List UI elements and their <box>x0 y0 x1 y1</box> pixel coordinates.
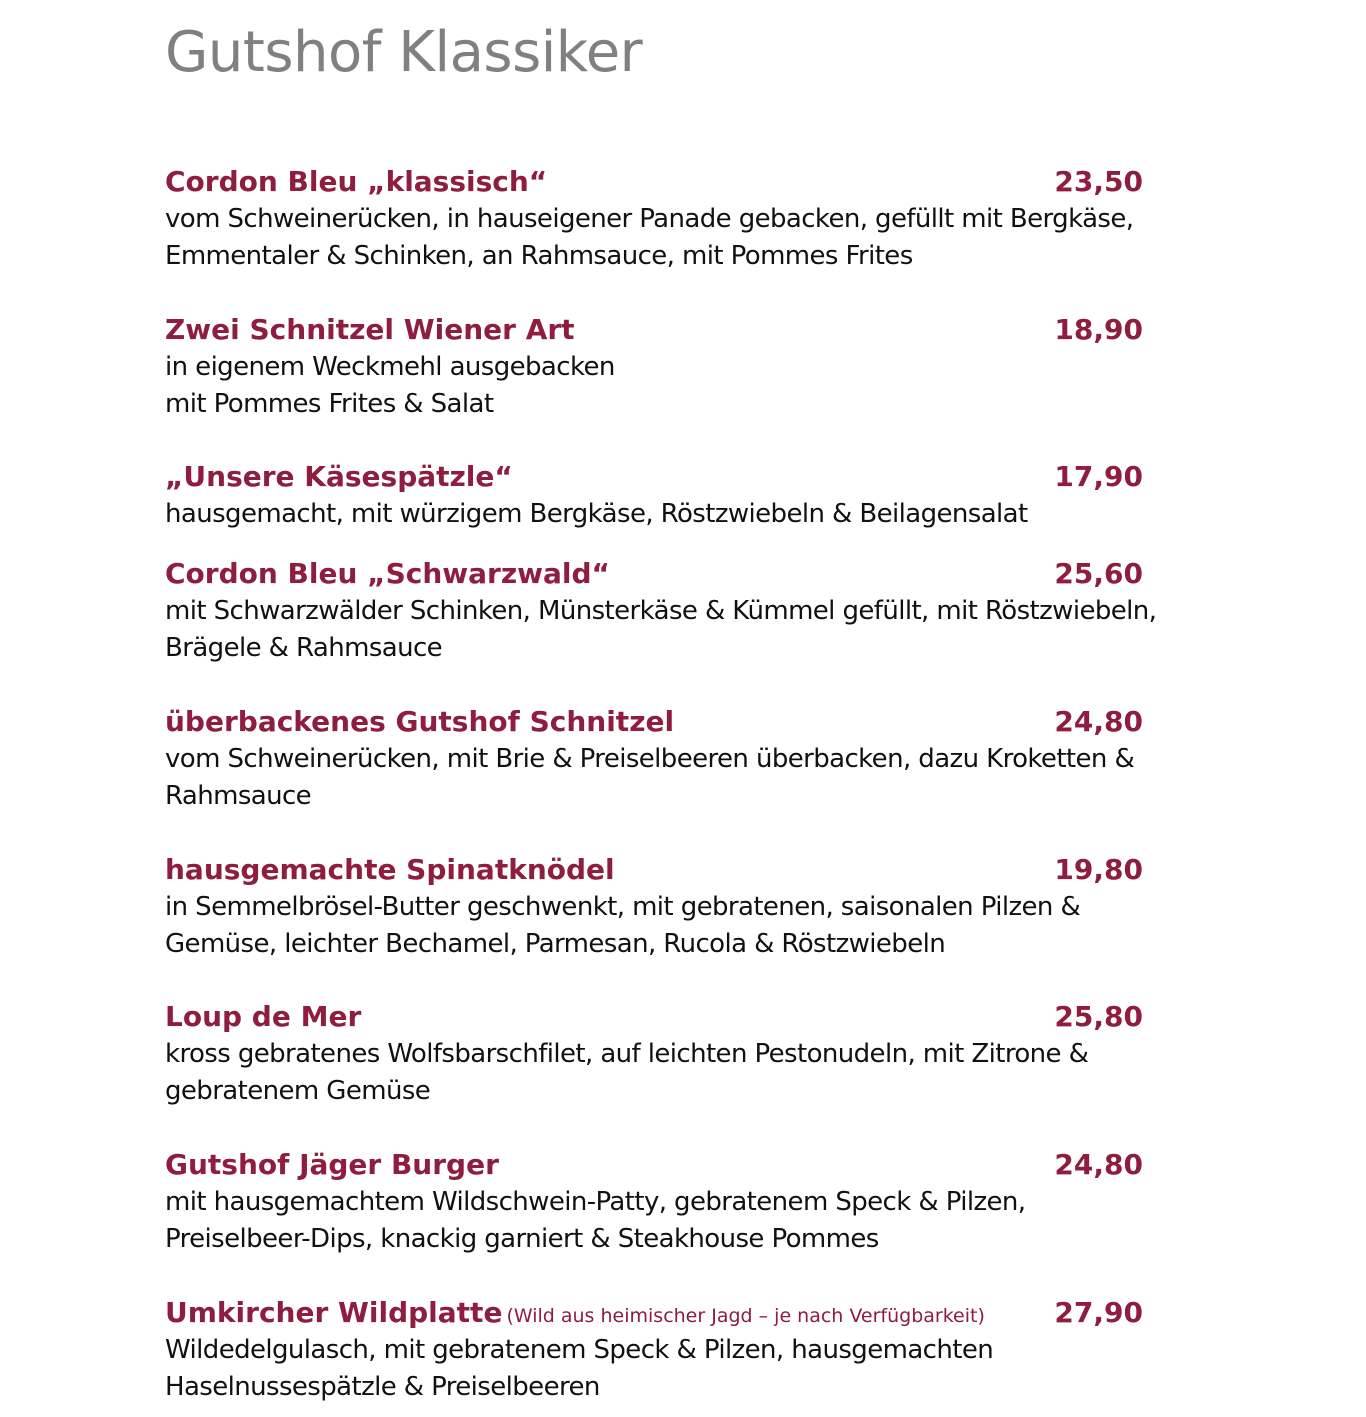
menu-item-header <box>165 997 1145 1037</box>
menu-item-header <box>165 702 1145 742</box>
menu-item-price: 19,80 <box>1054 853 1143 886</box>
menu-item-header <box>165 554 1145 594</box>
menu-item-price: 24,80 <box>1054 705 1143 738</box>
page-title: Gutshof Klassiker <box>165 20 643 85</box>
menu-item <box>165 554 1245 667</box>
description-line: mit Schwarzwälder Schinken, Münsterkäse & Kümmel gefüllt, mit Röstzwiebeln, <box>165 596 1157 626</box>
description-line: Gemüse, leichter Bechamel, Parmesan, Rucola & Röstzwiebeln <box>165 929 946 959</box>
menu-item-description <box>165 496 1245 533</box>
description-line: mit Pommes Frites & Salat <box>165 389 494 419</box>
menu-item-price: 24,80 <box>1054 1148 1143 1181</box>
description-line: Haselnussespätzle & Preiselbeeren <box>165 1372 600 1402</box>
menu-item-name: überbackenes Gutshof Schnitzel <box>165 705 675 738</box>
description-line: mit hausgemachtem Wildschwein-Patty, gebratenem Speck & Pilzen, <box>165 1187 1026 1217</box>
menu-item-price: 17,90 <box>1054 460 1143 493</box>
menu-item-header <box>165 457 1145 497</box>
description-line: gebratenem Gemüse <box>165 1076 431 1106</box>
menu-item <box>165 162 1245 275</box>
menu-item-name: Cordon Bleu „klassisch“ <box>165 165 548 198</box>
description-line: Emmentaler & Schinken, an Rahmsauce, mit Pommes Frites <box>165 241 913 271</box>
menu-item-description <box>165 349 1245 423</box>
description-line: hausgemacht, mit würzigem Bergkäse, Röstzwiebeln & Beilagensalat <box>165 499 1028 529</box>
menu-item <box>165 1293 1245 1406</box>
menu-item-header <box>165 310 1145 350</box>
menu-item <box>165 997 1245 1110</box>
menu-item-name: Gutshof Jäger Burger <box>165 1148 499 1181</box>
menu-item-name <box>165 1293 985 1336</box>
description-line: vom Schweinerücken, in hauseigener Panade gebacken, gefüllt mit Bergkäse, <box>165 204 1134 234</box>
menu-item-description <box>165 741 1245 815</box>
description-line: Brägele & Rahmsauce <box>165 633 443 663</box>
menu-item <box>165 457 1245 533</box>
menu-item-description <box>165 1036 1245 1110</box>
menu-item-name-text: Umkircher Wildplatte <box>165 1296 503 1329</box>
menu-item-header <box>165 1145 1145 1185</box>
menu-item <box>165 310 1245 423</box>
description-line: Rahmsauce <box>165 781 312 811</box>
menu-item-note: (Wild aus heimischer Jagd – je nach Verfügbarkeit) <box>506 1305 985 1327</box>
description-line: vom Schweinerücken, mit Brie & Preiselbeeren überbacken, dazu Kroketten & <box>165 744 1135 774</box>
menu-item-price: 25,60 <box>1054 557 1143 590</box>
description-line: in Semmelbrösel-Butter geschwenkt, mit gebratenen, saisonalen Pilzen & <box>165 892 1081 922</box>
menu-item-header <box>165 850 1145 890</box>
menu-item <box>165 702 1245 815</box>
menu-item-description <box>165 889 1245 963</box>
menu-item-description <box>165 593 1245 667</box>
menu-item-price: 23,50 <box>1054 165 1143 198</box>
description-line: in eigenem Weckmehl ausgebacken <box>165 352 615 382</box>
menu-item-header <box>165 162 1145 202</box>
menu-item-price: 18,90 <box>1054 313 1143 346</box>
menu-item <box>165 850 1245 963</box>
menu-item-name: Cordon Bleu „Schwarzwald“ <box>165 557 610 590</box>
description-line: Preiselbeer-Dips, knackig garniert & Steakhouse Pommes <box>165 1224 879 1254</box>
menu-item-description <box>165 1184 1245 1258</box>
menu-item-name: Loup de Mer <box>165 1000 362 1033</box>
menu-item-description <box>165 201 1245 275</box>
menu-item-price: 27,90 <box>1054 1296 1143 1329</box>
menu-item-description <box>165 1332 1245 1406</box>
menu-item <box>165 1145 1245 1258</box>
description-line: Wildedelgulasch, mit gebratenem Speck & Pilzen, hausgemachten <box>165 1335 994 1365</box>
menu-item-header <box>165 1293 1145 1333</box>
menu-item-price: 25,80 <box>1054 1000 1143 1033</box>
menu-item-name: „Unsere Käsespätzle“ <box>165 460 513 493</box>
description-line: kross gebratenes Wolfsbarschfilet, auf leichten Pestonudeln, mit Zitrone & <box>165 1039 1089 1069</box>
menu-item-name: Zwei Schnitzel Wiener Art <box>165 313 575 346</box>
menu-item-name: hausgemachte Spinatknödel <box>165 853 615 886</box>
